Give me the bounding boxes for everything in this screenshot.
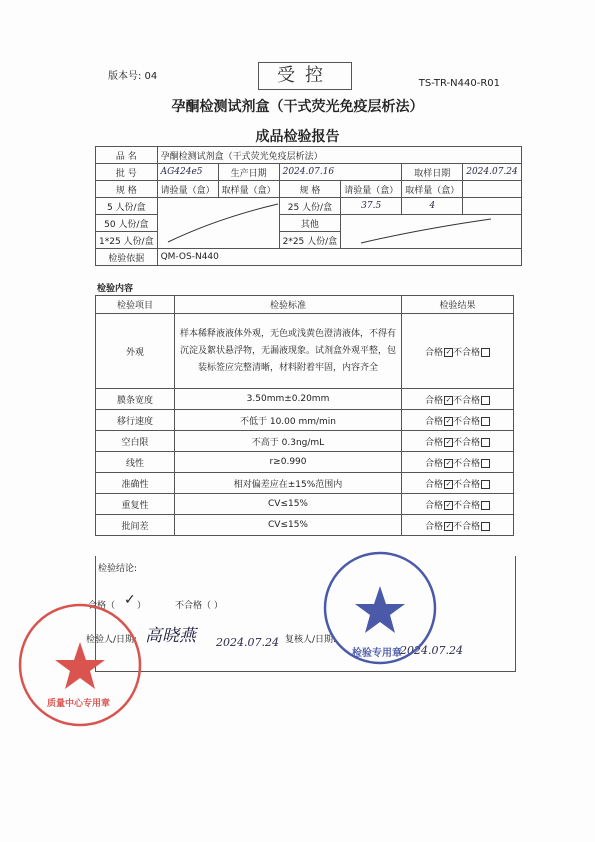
row-item: 移行速度 bbox=[96, 410, 175, 431]
pass-text: 合格 bbox=[424, 521, 443, 532]
spec-left-1: 5 人份/盒 bbox=[96, 198, 158, 215]
checked-box-icon: ✓ bbox=[445, 395, 452, 404]
checked-box-icon: ✓ bbox=[445, 500, 452, 509]
checkbox-icon bbox=[481, 417, 490, 426]
batch-label: 批 号 bbox=[96, 164, 158, 181]
row-result bbox=[402, 515, 514, 536]
row-standard: CV≤15% bbox=[175, 494, 402, 515]
report-title: 孕酮检测试剂盒（干式荧光免疫层析法） bbox=[171, 99, 424, 115]
pass-text: 合格 bbox=[424, 500, 443, 511]
checked-box-icon: ✓ bbox=[445, 521, 452, 530]
fail-text: 不合格 bbox=[453, 521, 481, 532]
row-result bbox=[402, 494, 514, 515]
row-item: 空白限 bbox=[96, 431, 175, 452]
table-row bbox=[96, 410, 514, 431]
fail-text: 不合格 bbox=[453, 347, 481, 358]
row-item: 线性 bbox=[96, 452, 175, 473]
table-row bbox=[96, 515, 514, 536]
row-item: 准确性 bbox=[96, 473, 175, 494]
pass-text: 合格 bbox=[424, 395, 443, 406]
spec-label-right: 规 格 bbox=[279, 181, 341, 198]
checkbox-icon bbox=[481, 348, 490, 357]
checked-box-icon: ✓ bbox=[445, 479, 452, 488]
checked-box-icon: ✓ bbox=[445, 437, 452, 446]
strike-line bbox=[341, 215, 501, 247]
row-item: 外观 bbox=[96, 314, 175, 389]
spec-right-4: 2*25 人份/盒 bbox=[279, 232, 341, 249]
row-result bbox=[402, 314, 514, 389]
col-standard: 检验标准 bbox=[175, 296, 402, 314]
checked-box-icon: ✓ bbox=[445, 458, 452, 467]
fail-text: 不合格 bbox=[453, 395, 481, 406]
controlled-stamp: 受控 bbox=[258, 62, 352, 90]
name-label: 品 名 bbox=[96, 147, 158, 164]
qa-seal-icon bbox=[15, 600, 145, 730]
sample-date-value: 2024.07.24 bbox=[463, 164, 522, 181]
strike-line bbox=[158, 198, 280, 246]
name-value: 孕酮检测试剂盒（干式荧光免疫层析法） bbox=[157, 147, 521, 164]
row-result bbox=[402, 410, 514, 431]
row-standard: 不高于 0.3ng/mL bbox=[175, 431, 402, 452]
fail-text: 不合格 bbox=[453, 500, 481, 511]
sample-right-1: 4 bbox=[402, 198, 463, 215]
row-result bbox=[402, 452, 514, 473]
row-item: 批间差 bbox=[96, 515, 175, 536]
batch-value: AG424e5 bbox=[157, 164, 218, 181]
version-number: 版本号: 04 bbox=[108, 71, 158, 82]
inspector-signature: 高晓燕 bbox=[145, 626, 196, 646]
row-standard: CV≤15% bbox=[175, 515, 402, 536]
qty-label-right: 请验量（盒） bbox=[341, 181, 402, 198]
pass-text: 合格 bbox=[424, 437, 443, 448]
basis-label: 检验依据 bbox=[96, 249, 158, 266]
struck-cell-right bbox=[341, 215, 522, 249]
row-result bbox=[402, 431, 514, 452]
spec-right-2: 其他 bbox=[279, 215, 341, 232]
document-number: TS-TR-N440-R01 bbox=[418, 78, 500, 89]
row-result bbox=[402, 473, 514, 494]
table-row bbox=[96, 389, 514, 410]
sample-date-label: 取样日期 bbox=[402, 164, 463, 181]
checkbox-icon bbox=[481, 480, 490, 489]
row-standard: 相对偏差应在±15%范围内 bbox=[175, 473, 402, 494]
row-item: 重复性 bbox=[96, 494, 175, 515]
checkbox-icon bbox=[481, 438, 490, 447]
checkbox-icon bbox=[481, 501, 490, 510]
qty-label: 请验量（盒） bbox=[157, 181, 218, 198]
pass-close: ） bbox=[137, 601, 147, 611]
checkbox-icon bbox=[481, 396, 490, 405]
sample-qty-label-right: 取样量（盒） bbox=[402, 181, 463, 198]
qa-seal-sub: 质量中心专用章 bbox=[47, 699, 111, 709]
row-standard: 3.50mm±0.20mm bbox=[175, 389, 402, 410]
inspector-date: 2024.07.24 bbox=[216, 636, 279, 649]
fail-text: 不合格 bbox=[453, 416, 481, 427]
row-result bbox=[402, 389, 514, 410]
qty-right-1: 37.5 bbox=[341, 198, 402, 215]
table-row bbox=[96, 494, 514, 515]
row-item: 膜条宽度 bbox=[96, 389, 175, 410]
fail-text: 不合格 bbox=[453, 458, 481, 469]
spec-left-2: 50 人份/盒 bbox=[96, 215, 158, 232]
spec-right-1: 25 人份/盒 bbox=[279, 198, 341, 215]
empty-cell bbox=[463, 198, 522, 215]
table-row bbox=[96, 431, 514, 452]
reviewer-date: 2024.07.24 bbox=[400, 644, 463, 657]
struck-cell-left bbox=[157, 198, 279, 249]
inspection-section-title: 检验内容 bbox=[97, 284, 134, 294]
check-mark-icon: ✓ bbox=[124, 592, 136, 608]
report-subtitle: 成品检验报告 bbox=[255, 129, 340, 145]
product-info-table bbox=[95, 146, 522, 266]
fail-text: 不合格 bbox=[453, 437, 481, 448]
fail-text: 不合格 bbox=[453, 479, 481, 490]
checked-box-icon: ✓ bbox=[445, 347, 452, 356]
spacer-cell bbox=[463, 181, 522, 198]
sample-qty-label: 取样量（盒） bbox=[218, 181, 279, 198]
checkbox-icon bbox=[481, 459, 490, 468]
table-row bbox=[96, 473, 514, 494]
pass-text: 合格 bbox=[424, 458, 443, 469]
row-standard: r≥0.990 bbox=[175, 452, 402, 473]
spec-label: 规 格 bbox=[96, 181, 158, 198]
inspection-table bbox=[95, 295, 514, 536]
table-row bbox=[96, 452, 514, 473]
mfg-date-value: 2024.07.16 bbox=[279, 164, 402, 181]
table-row bbox=[96, 314, 514, 389]
company-seal-sub: 检验专用章 bbox=[352, 648, 402, 659]
pass-text: 合格 bbox=[424, 347, 443, 358]
checkbox-icon bbox=[481, 522, 490, 531]
spec-left-3: 1*25 人份/盒 bbox=[96, 232, 158, 249]
pass-text: 合格 bbox=[424, 416, 443, 427]
reviewer-label: 复核人/日期: bbox=[285, 635, 337, 645]
conclusion-fail: 不合格（ ） bbox=[175, 601, 223, 611]
mfg-date-label: 生产日期 bbox=[218, 164, 279, 181]
row-standard: 样本稀释液液体外观，无色或浅黄色澄清液体，不得有沉淀及絮状悬浮物，无漏液现象。试剂盒外观平整，包装标签应完整清晰，材料附着牢固，内容齐全 bbox=[175, 314, 402, 389]
pass-text: 合格 bbox=[424, 479, 443, 490]
checked-box-icon: ✓ bbox=[445, 416, 452, 425]
pass-label: 合格（ bbox=[88, 601, 116, 611]
basis-value: QM-OS-N440 bbox=[157, 249, 521, 266]
inspector-label: 检验人/日期: bbox=[86, 635, 138, 645]
row-standard: 不低于 10.00 mm/min bbox=[175, 410, 402, 431]
col-result: 检验结果 bbox=[402, 296, 514, 314]
col-item: 检验项目 bbox=[96, 296, 175, 314]
conclusion-label: 检验结论: bbox=[98, 564, 138, 574]
